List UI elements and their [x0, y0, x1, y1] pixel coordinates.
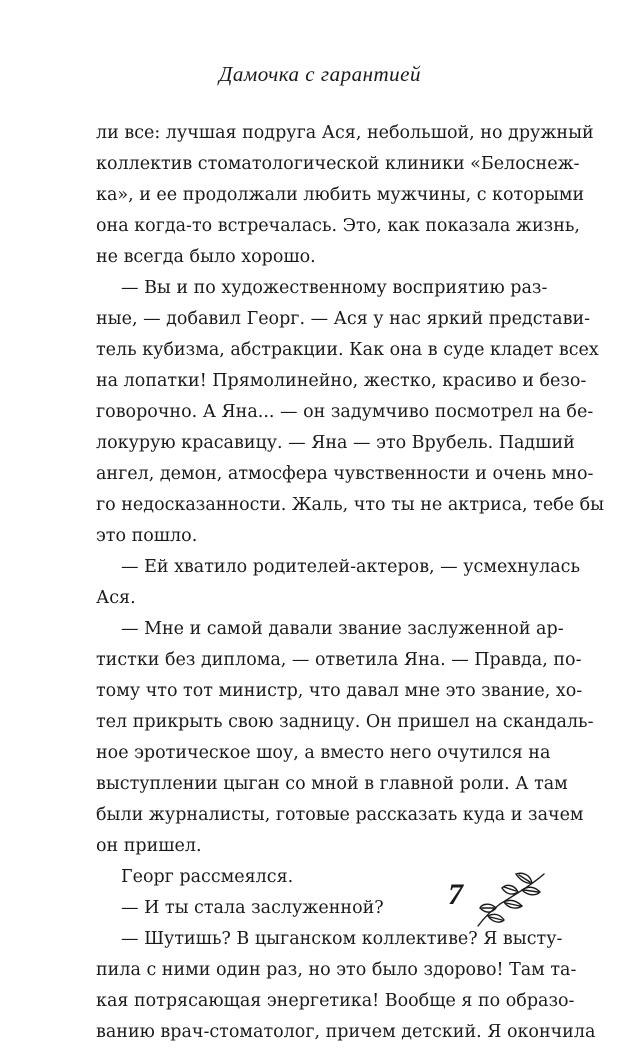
text-line: тель кубизма, абстракции. Как она в суде кладет всех	[96, 340, 599, 360]
text-line: это пошло.	[96, 526, 198, 546]
running-title: Дамочка с гарантией	[219, 62, 421, 86]
text-line: пила с ними один раз, но это было здорово! Там та-	[96, 960, 577, 980]
leaf-branch-icon	[470, 868, 550, 930]
text-line: — И ты стала заслуженной?	[121, 898, 384, 918]
text-line: ное эротическое шоу, а вместо него очутился на	[96, 743, 551, 763]
text-line: на лопатки! Прямолинейно, жестко, красиво и безо-	[96, 371, 587, 391]
text-line: локурую красавицу. — Яна — это Врубель. Падший	[96, 433, 575, 453]
text-line: ные, — добавил Георг. — Ася у нас яркий представи-	[96, 309, 591, 329]
text-line: ванию врач-стоматолог, причем детский. Я окончила	[96, 1022, 596, 1042]
text-line: она когда-то встречалась. Это, как показала жизнь,	[96, 216, 580, 236]
text-line: были журналисты, готовые рассказать куда и зачем	[96, 805, 584, 825]
text-line: — Ей хватило родителей-актеров, — усмехнулась	[121, 557, 581, 577]
text-line: тел прикрыть свою задницу. Он пришел на скандаль-	[96, 712, 594, 732]
text-line: — Мне и самой давали звание заслуженной ар-	[121, 619, 564, 639]
page-number: 7	[448, 878, 463, 911]
text-line: — Вы и по художественному восприятию раз-	[121, 278, 548, 298]
text-line: коллектив стоматологической клиники «Белоснеж-	[96, 154, 580, 174]
text-line: — Шутишь? В цыганском коллективе? Я высту-	[121, 929, 563, 949]
text-line: го недосказанности. Жаль, что ты не актриса, тебе бы	[96, 495, 605, 515]
text-line: выступлении цыган со мной в главной роли. А там	[96, 774, 568, 794]
text-line: ка», и ее продолжали любить мужчины, с которыми	[96, 185, 585, 205]
text-line: Георг рассмеялся.	[121, 867, 294, 887]
text-line: Ася.	[96, 588, 136, 608]
text-line: кая потрясающая энергетика! Вообще я по образо-	[96, 991, 575, 1011]
text-line: ли все: лучшая подруга Ася, небольшой, но дружный	[96, 123, 594, 143]
text-line: говорочно. А Яна... — он задумчиво посмотрел на бе-	[96, 402, 594, 422]
text-line: тистки без диплома, — ответила Яна. — Правда, по-	[96, 650, 582, 670]
text-line: он пришел.	[96, 836, 202, 856]
text-line: тому что тот министр, что давал мне это звание, хо-	[96, 681, 583, 701]
text-line: ангел, демон, атмосфера чувственности и очень мно-	[96, 464, 594, 484]
text-line: не всегда было хорошо.	[96, 247, 316, 267]
